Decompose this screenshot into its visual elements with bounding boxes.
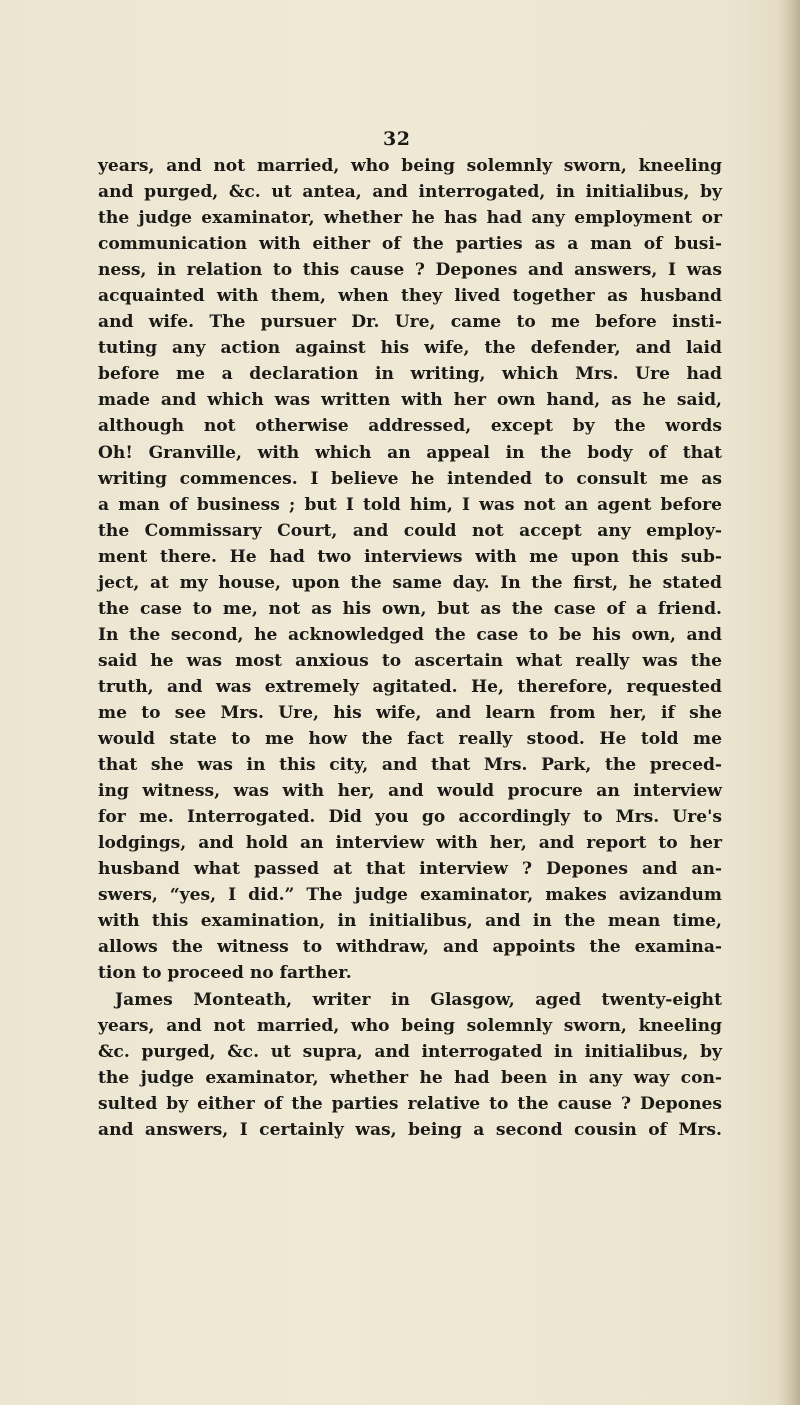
- text-line: years, and not married, who being solemnly sworn, kneeling: [98, 1015, 722, 1036]
- text-line: would state to me how the fact really stood. He told me: [98, 729, 722, 750]
- text-line: sulted by either of the parties relative to the cause ? Depones: [98, 1093, 722, 1114]
- text-line: Oh! Granville, with which an appeal in the body of that: [98, 442, 722, 463]
- text-line: and answers, I certainly was, being a second cousin of Mrs.: [98, 1119, 722, 1140]
- text-line: and purged, &c. ut antea, and interrogated, in initialibus, by: [98, 182, 722, 203]
- text-line: a man of business ; but I told him, I was not an agent before: [98, 494, 722, 515]
- body-text: [98, 153, 722, 1143]
- text-line: the case to me, not as his own, but as the case of a friend.: [98, 598, 722, 619]
- text-line: the judge examinator, whether he has had any employment or: [98, 208, 722, 229]
- page-number: 32: [383, 128, 411, 150]
- text-line: the Commissary Court, and could not accept any employ-: [98, 520, 722, 541]
- text-line: swers, “yes, I did.” The judge examinator, makes avizandum: [98, 885, 722, 906]
- text-line: years, and not married, who being solemnly sworn, kneeling: [98, 156, 722, 176]
- text-line: before me a declaration in writing, which Mrs. Ure had: [98, 364, 722, 385]
- text-line: tuting any action against his wife, the defender, and laid: [98, 338, 722, 359]
- text-line: In the second, he acknowledged the case to be his own, and: [98, 624, 722, 645]
- text-line: that she was in this city, and that Mrs. Park, the preced-: [98, 755, 722, 776]
- text-line: lodgings, and hold an interview with her, and report to her: [98, 833, 722, 854]
- text-line: tion to proceed no farther.: [98, 963, 352, 984]
- text-line: ment there. He had two interviews with me upon this sub-: [98, 546, 722, 567]
- text-line: although not otherwise addressed, except by the words: [98, 416, 722, 437]
- text-line: &c. purged, &c. ut supra, and interrogated in initialibus, by: [98, 1041, 722, 1062]
- text-line: ness, in relation to this cause ? Depones and answers, I was: [98, 260, 722, 281]
- page-edge-shadow: [778, 0, 800, 1405]
- text-line: and wife. The pursuer Dr. Ure, came to me before insti-: [98, 312, 722, 333]
- text-line: for me. Interrogated. Did you go accordingly to Mrs. Ure's: [98, 807, 722, 828]
- text-line: ject, at my house, upon the same day. In the first, he stated: [98, 572, 722, 593]
- text-line: said he was most anxious to ascertain what really was the: [98, 650, 722, 671]
- text-line: acquainted with them, when they lived together as husband: [98, 286, 722, 307]
- text-line: made and which was written with her own hand, as he said,: [98, 390, 722, 411]
- text-line: ing witness, was with her, and would procure an interview: [98, 781, 722, 802]
- text-line: James Monteath, writer in Glasgow, aged twenty-eight: [115, 989, 722, 1010]
- text-line: with this examination, in initialibus, and in the mean time,: [98, 911, 722, 932]
- text-line: the judge examinator, whether he had been in any way con-: [98, 1067, 722, 1088]
- text-line: writing commences. I believe he intended to consult me as: [98, 468, 722, 489]
- text-line: communication with either of the parties as a man of busi-: [98, 234, 722, 255]
- text-line: me to see Mrs. Ure, his wife, and learn from her, if she: [98, 702, 722, 723]
- text-line: husband what passed at that interview ? Depones and an-: [98, 859, 722, 880]
- text-line: allows the witness to withdraw, and appoints the examina-: [98, 937, 722, 958]
- text-line: truth, and was extremely agitated. He, therefore, requested: [98, 676, 722, 697]
